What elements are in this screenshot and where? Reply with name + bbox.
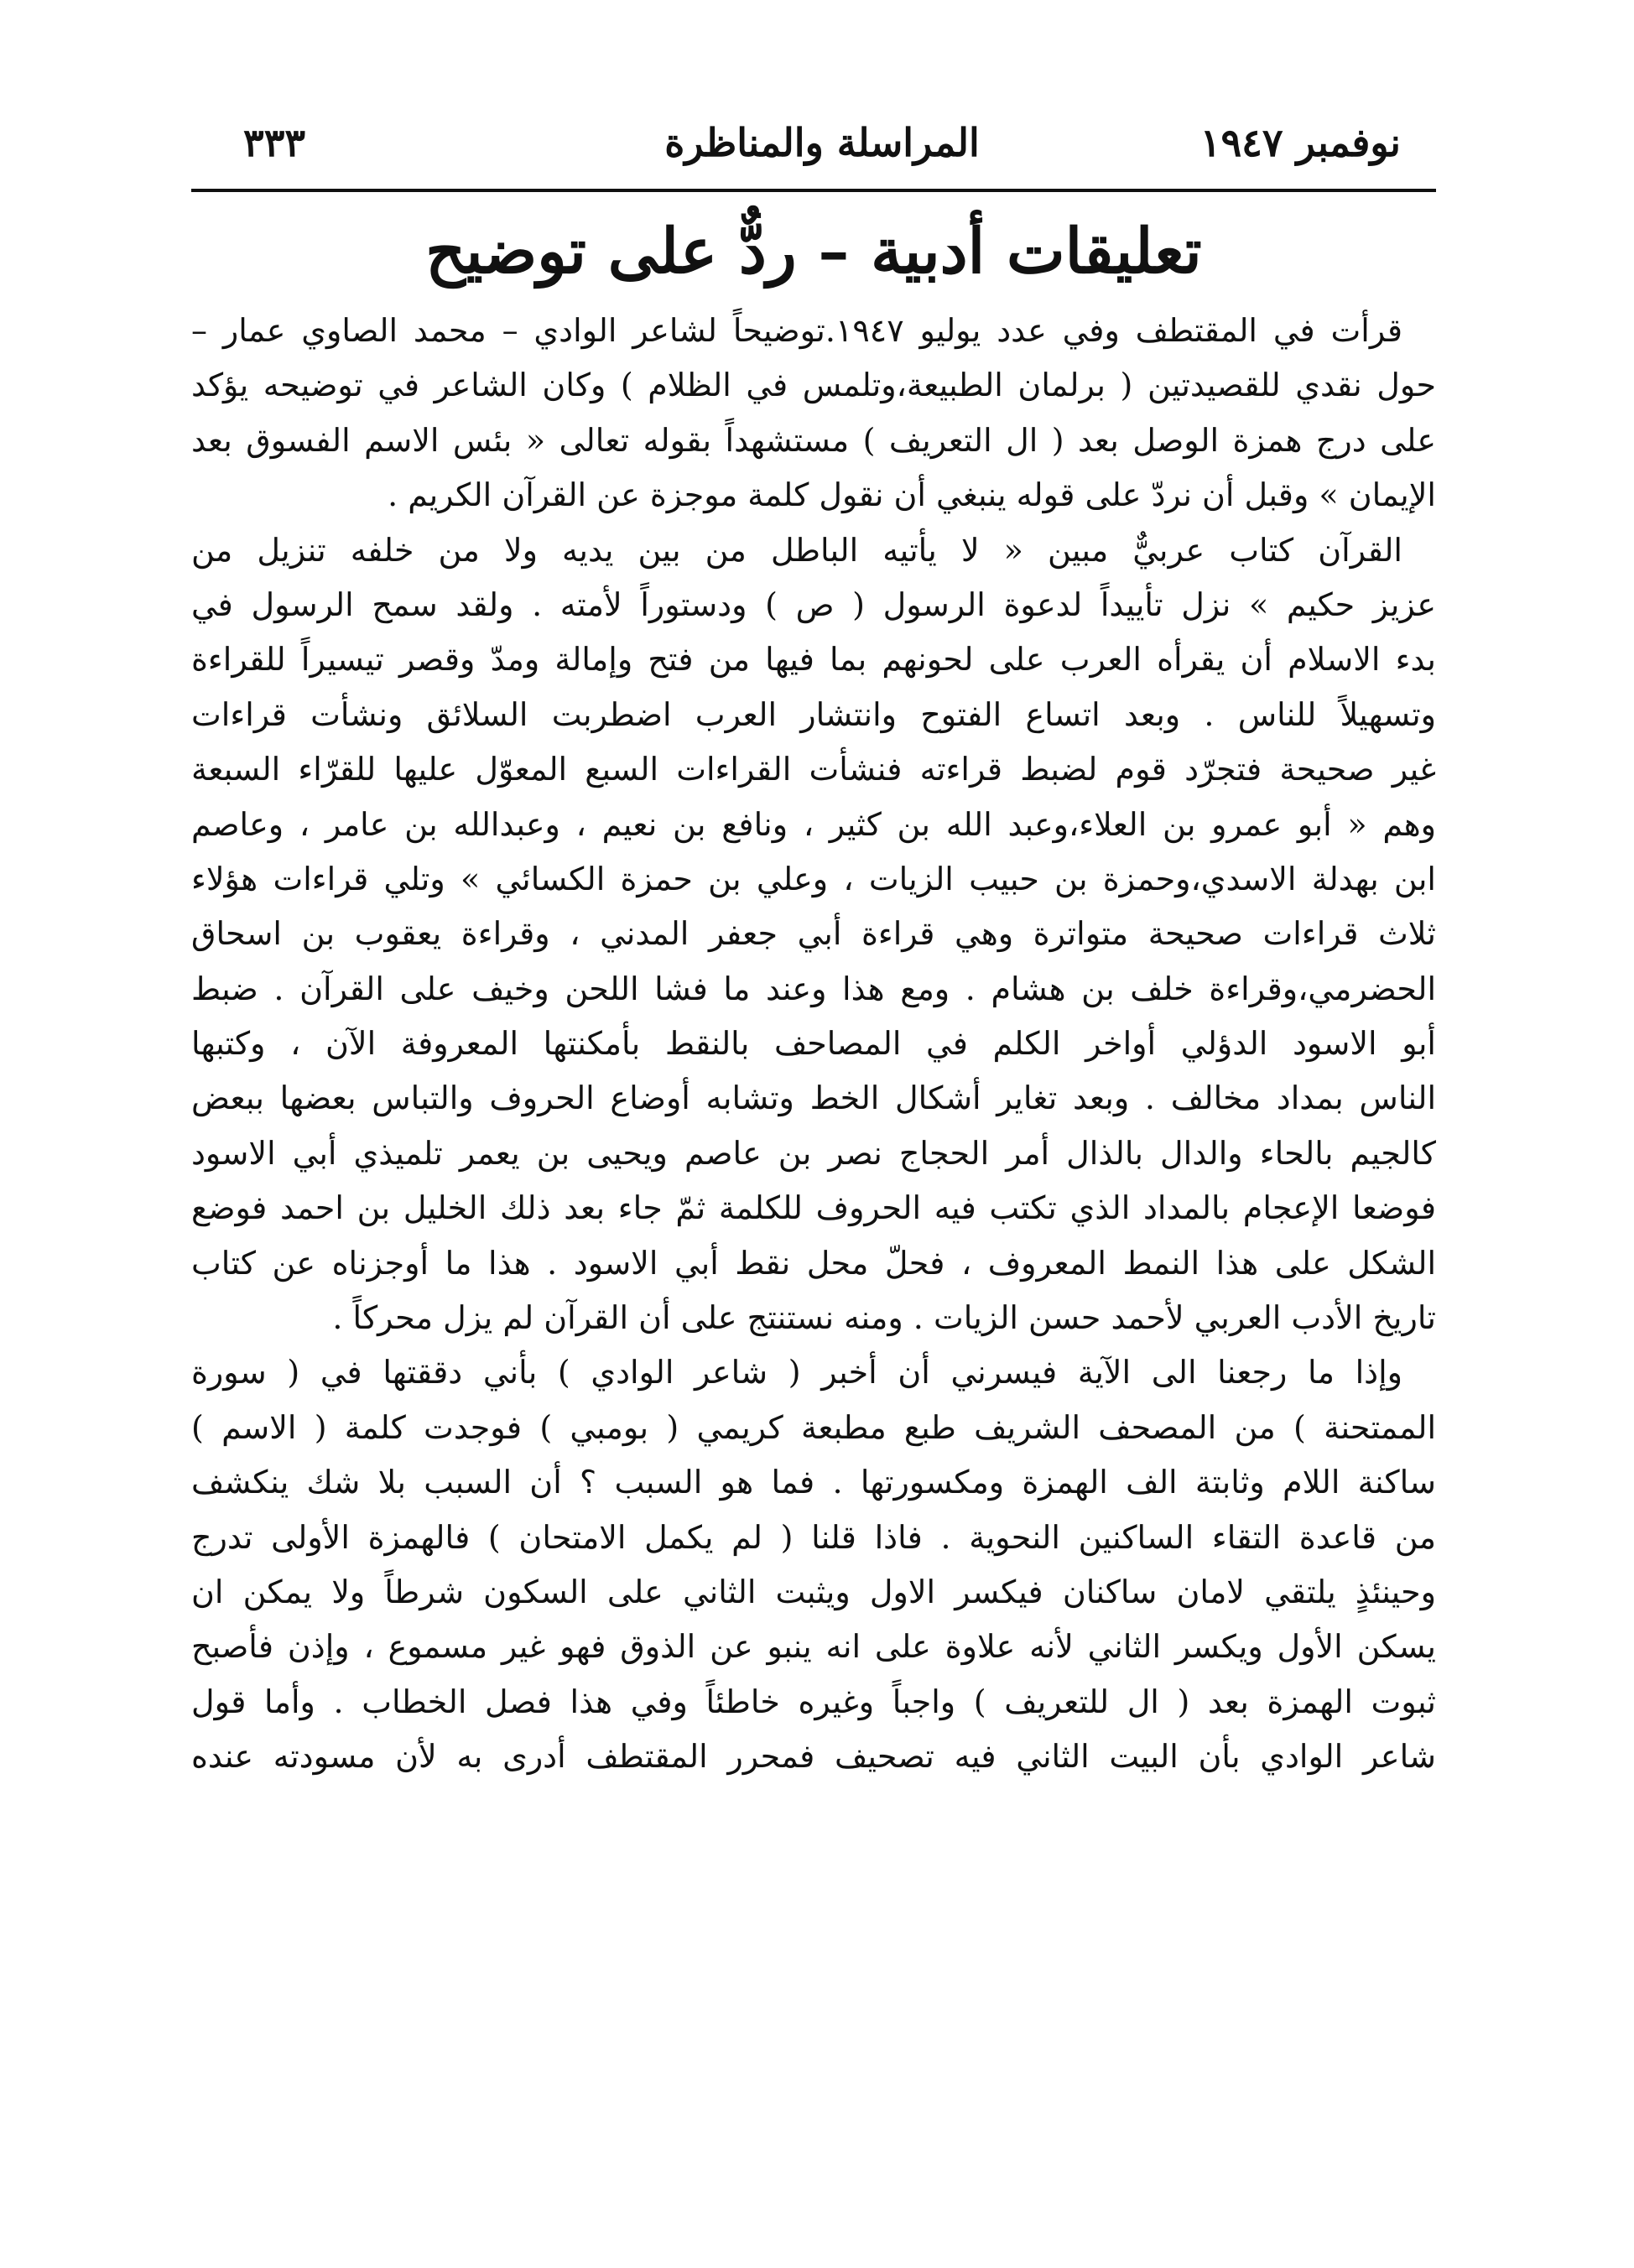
header-rule (191, 189, 1436, 192)
text-line: وإذا ما رجعنا الى الآية فيسرني أن أخبر ( شاعر الوادي ) بأني دققتها في ( سورة (191, 1354, 1402, 1391)
text-line: الناس بمداد مخالف . وبعد تغاير أشكال الخط وتشابه أوضاع الحروف والتباس بعضها ببعض (191, 1079, 1436, 1117)
text-line: عزيز حكيم » نزل تأييداً لدعوة الرسول ( ص ) ودستوراً لأمته . ولقد سمح الرسول في (191, 585, 1436, 623)
text-line: الإيمان » وقبل أن نردّ على قوله ينبغي أن نقول كلمة موجزة عن القرآن الكريم . (388, 476, 1436, 514)
text-line: أبو الاسود الدؤلي أواخر الكلم في المصاحف بالنقط بأمكنتها المعروفة الآن ، وكتبها (191, 1025, 1436, 1063)
section-title: المراسلة والمناظرة (664, 120, 980, 165)
text-line: حول نقدي للقصيدتين ( برلمان الطبيعة،وتلمس في الظلام ) وكان الشاعر في توضيحه يؤكد (191, 367, 1436, 404)
text-line: الممتحنة ) من المصحف الشريف طبع مطبعة كريمي ( بومبي ) فوجدت كلمة ( الاسم ) (191, 1408, 1436, 1446)
text-line: الشكل على هذا النمط المعروف ، فحلّ محل نقط أبي الاسود . هذا ما أوجزناه عن كتاب (191, 1244, 1436, 1282)
issue-date: نوفمبر ١٩٤٧ (1199, 120, 1401, 165)
text-line: كالجيم بالحاء والدال بالذال أمر الحجاج نصر بن عاصم ويحيى بن يعمر تلميذي أبي الاسود (191, 1134, 1436, 1172)
running-header (235, 113, 1409, 172)
text-line: قرأت في المقتطف وفي عدد يوليو ١٩٤٧.توضيحاً لشاعر الوادي – محمد الصاوي عمار – (191, 312, 1402, 349)
text-line: الحضرمي،وقراءة خلف بن هشام . ومع هذا وعند ما فشا اللحن وخيف على القرآن . ضبط (191, 970, 1436, 1007)
text-line: وحينئذٍ يلتقي لامان ساكنان فيكسر الاول ويثبت الثاني على السكون شرطاً ولا يمكن ان (191, 1573, 1436, 1610)
article-body (191, 304, 1436, 1785)
text-line: ثبوت الهمزة بعد ( ال للتعريف ) واجباً وغيره خاطئاً وفي هذا فصل الخطاب . وأما قول (191, 1683, 1436, 1720)
text-line: ساكنة اللام وثابتة الف الهمزة ومكسورتها . فما هو السبب ؟ أن السبب بلا شك ينكشف (191, 1464, 1436, 1501)
text-line: ابن بهدلة الاسدي،وحمزة بن حبيب الزيات ، وعلي بن حمزة الكسائي » وتلي قراءات هؤلاء (191, 860, 1436, 897)
text-line: بدء الاسلام أن يقرأه العرب على لحونهم بما فيها من فتح وإمالة ومدّ وقصر تيسيراً للقراءة (191, 641, 1436, 679)
text-line: تاريخ الأدب العربي لأحمد حسن الزيات . ومنه نستنتج على أن القرآن لم يزل محركاً . (332, 1299, 1436, 1337)
text-line: يسكن الأول ويكسر الثاني لأنه علاوة على انه ينبو عن الذوق فهو غير مسموع ، وإذن فأصبح (191, 1628, 1436, 1666)
text-line: وهم « أبو عمرو بن العلاء،وعبد الله بن كثير ، ونافع بن نعيم ، وعبدالله بن عامر ، وعاصم (191, 805, 1436, 843)
text-line: غير صحيحة فتجرّد قوم لضبط قراءته فنشأت القراءات السبع المعوّل عليها للقرّاء السبعة (191, 751, 1436, 788)
text-line: ثلاث قراءات صحيحة متواترة وهي قراءة أبي جعفر المدني ، وقراءة يعقوب بن اسحاق (191, 915, 1436, 953)
article-title: تعليقات أدبية – ردٌّ على توضيح (425, 216, 1202, 288)
text-line: فوضعا الإعجام بالمداد الذي تكتب فيه الحروف للكلمة ثمّ جاء بعد ذلك الخليل بن احمد فوضع (191, 1189, 1436, 1227)
page-number: ٣٣٣ (243, 120, 306, 165)
text-line: القرآن كتاب عربيٌّ مبين « لا يأتيه الباطل من بين يديه ولا من خلفه تنزيل من (191, 531, 1402, 569)
text-line: من قاعدة التقاء الساكنين النحوية . فاذا قلنا ( لم يكمل الامتحان ) فالهمزة الأولى تدرج (191, 1518, 1436, 1556)
text-line: وتسهيلاً للناس . وبعد اتساع الفتوح وانتشار العرب اضطربت السلائق ونشأت قراءات (191, 695, 1436, 733)
text-line: على درج همزة الوصل بعد ( ال التعريف ) مستشهداً بقوله تعالى « بئس الاسم الفسوق بعد (191, 421, 1436, 459)
text-line: شاعر الوادي بأن البيت الثاني فيه تصحيف فمحرر المقتطف أدرى به لأن مسودته عنده (191, 1738, 1436, 1776)
